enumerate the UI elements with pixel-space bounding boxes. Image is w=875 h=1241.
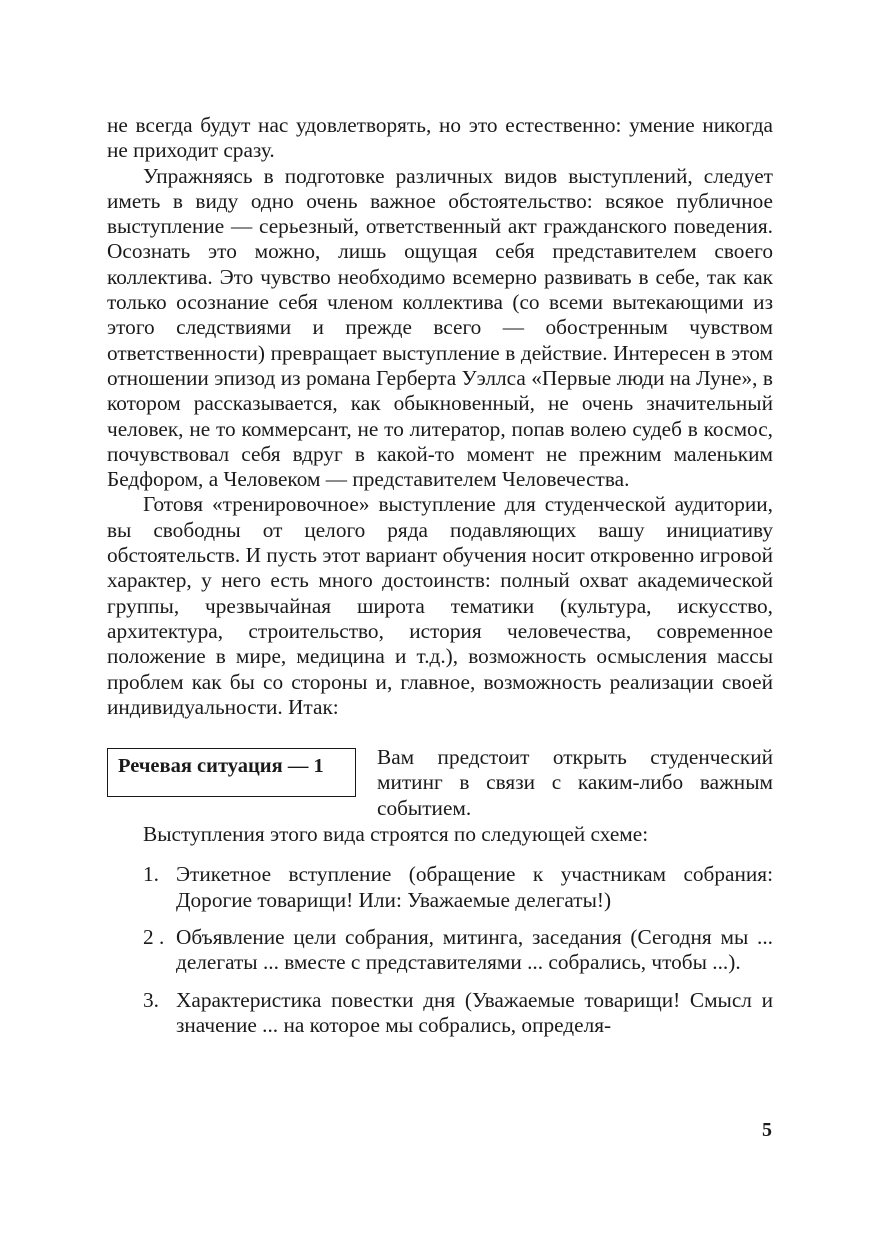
list-item-text: Характеристика повестки дня (Уважаемые товарищи! Смысл и значение ... на которое мы собрались, определя-	[176, 987, 773, 1037]
situation-label: Речевая ситуация — 1	[118, 755, 324, 778]
list-item	[107, 862, 773, 913]
list-item	[107, 988, 773, 1039]
speech-scheme-list	[107, 862, 773, 1038]
list-item-text: Этикетное вступление (обращение к участникам собрания: Дорогие товарищи! Или: Уважаемые делегаты!)	[176, 862, 773, 912]
page-number: 5	[762, 1119, 772, 1141]
situation-label-box	[107, 748, 356, 797]
scheme-intro: Выступления этого вида строятся по следующей схеме:	[143, 822, 649, 847]
speech-situation-block	[107, 745, 773, 820]
paragraph-continuation: не всегда будут нас удовлетворять, но это естественно: умение никогда не приходит сразу.	[107, 113, 773, 163]
situation-description: Вам предстоит открыть студенческий митинг в связи с каким-либо важным событием.	[377, 745, 773, 820]
list-item-number: 2 .	[143, 925, 165, 950]
paragraph-public-speaking: Упражняясь в подготовке различных видов выступлений, следует иметь в виду одно очень важное обстоятельство: всякое публичное выступление — серьезный, ответственный акт гражданского поведения. Осознать это можно, лишь ощущая себя представителем своего коллектива. Это чувство необходимо всемерно развивать в себе, так как только осознание себя членом коллектива (со всеми вытекающими из этого следствиями и прежде всего — обостренным чувством ответственности) превращает выступление в действие. Интересен в этом отношении эпизод из романа Герберта Уэллса «Первые люди на Луне», в котором рассказывается, как обыкновенный, не очень значительный человек, не то коммерсант, не то литератор, попав волею судеб в космос, почувствовал себя вдруг в какой-то момент не прежним маленьким Бедфором, а Человеком — представителем Человечества.	[107, 163, 773, 492]
list-item	[107, 925, 773, 976]
page-content	[107, 113, 773, 1038]
list-item-number: 1.	[143, 862, 159, 887]
paragraph-training-speech: Готовя «тренировочное» выступление для студенческой аудитории, вы свободны от целого ряда подавляющих вашу инициативу обстоятельств. И пусть этот вариант обучения носит откровенно игровой характер, у него есть много достоинств: полный охват академической группы, чрезвычайная широта тематики (культура, искусство, архитектура, строительство, история человечества, современное положение в мире, медицина и т.д.), возможность осмысления массы проблем как бы со стороны и, главное, возможность реализации своей индивидуальности. Итак:	[107, 492, 773, 719]
list-item-number: 3.	[143, 987, 159, 1012]
list-item-text: Объявление цели собрания, митинга, заседания (Сегодня мы ... делегаты ... вместе с представителями ... собрались, чтобы ...).	[176, 925, 773, 975]
